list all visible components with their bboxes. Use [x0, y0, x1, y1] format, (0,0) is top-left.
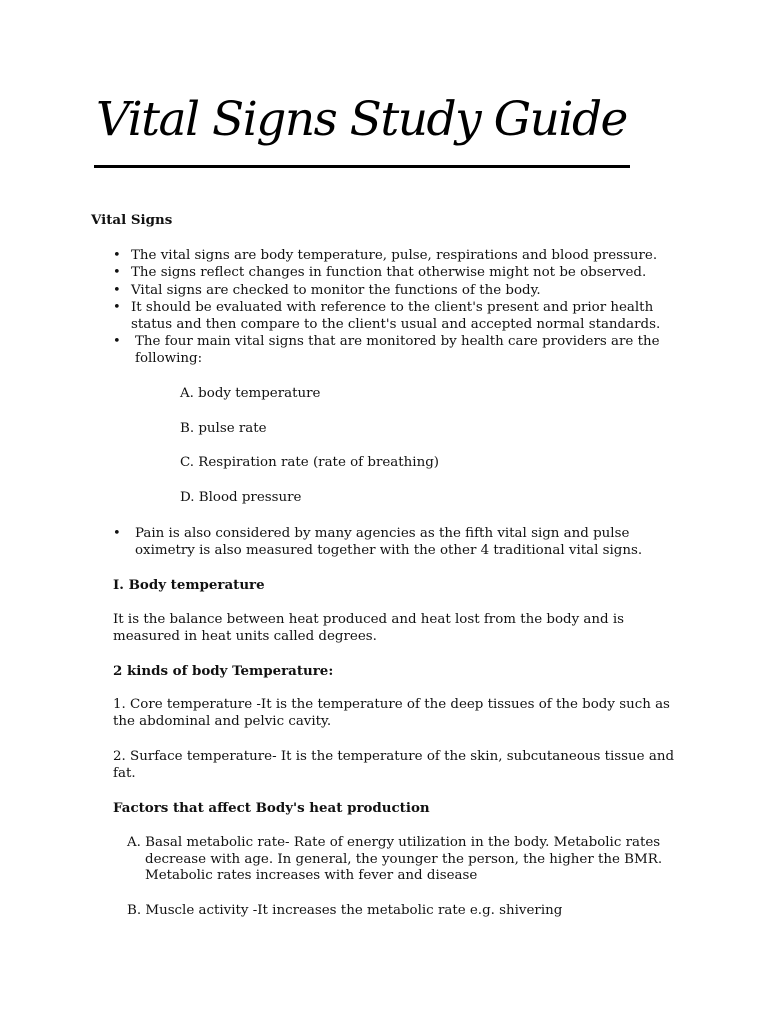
paragraph-line: decrease with age. In general, the younger the person, the higher the BMR.	[145, 852, 663, 867]
bullet-dot: •	[113, 283, 121, 298]
bullet-text: The four main vital signs that are monitored by health care providers are the	[135, 334, 660, 349]
page-title: Vital Signs Study Guide	[96, 92, 627, 147]
paragraph-line: It is the balance between heat produced and heat lost from the body and is	[113, 612, 625, 627]
bullet-dot: •	[113, 300, 121, 315]
paragraph-line: measured in heat units called degrees.	[113, 629, 377, 644]
paragraph-line: the abdominal and pelvic cavity.	[113, 714, 332, 729]
bullet-text: Vital signs are checked to monitor the functions of the body.	[131, 283, 541, 298]
bullet-text: Pain is also considered by many agencies as the fifth vital sign and pulse	[135, 526, 630, 541]
bullet-dot: •	[113, 265, 121, 280]
bullet-text: It should be evaluated with reference to the client's present and prior health	[131, 300, 654, 315]
bullet-text-continued: status and then compare to the client's usual and accepted normal standards.	[131, 317, 661, 332]
list-item: B. pulse rate	[180, 421, 267, 436]
bullet-dot: •	[113, 334, 121, 349]
paragraph-line: Metabolic rates increases with fever and disease	[145, 868, 478, 883]
list-item: C. Respiration rate (rate of breathing)	[180, 455, 439, 470]
list-item: A. body temperature	[180, 386, 321, 401]
section-heading-body-temperature: I. Body temperature	[113, 577, 265, 593]
bullet-text-continued: following:	[135, 351, 203, 366]
paragraph-line: 1. Core temperature -It is the temperature of the deep tissues of the body such as	[113, 697, 670, 712]
paragraph-line: A. Basal metabolic rate- Rate of energy utilization in the body. Metabolic rates	[127, 835, 661, 850]
paragraph-line: fat.	[113, 766, 136, 781]
bullet-text: The signs reflect changes in function that otherwise might not be observed.	[131, 265, 647, 280]
paragraph-line: B. Muscle activity -It increases the metabolic rate e.g. shivering	[127, 903, 563, 918]
list-item: D. Blood pressure	[180, 490, 302, 505]
subheading-kinds: 2 kinds of body Temperature:	[113, 663, 334, 679]
bullet-text: The vital signs are body temperature, pulse, respirations and blood pressure.	[131, 248, 658, 263]
section-heading-vital-signs: Vital Signs	[91, 212, 173, 228]
paragraph-line: 2. Surface temperature- It is the temperature of the skin, subcutaneous tissue and	[113, 749, 675, 764]
bullet-text-continued: oximetry is also measured together with the other 4 traditional vital signs.	[135, 543, 643, 558]
bullet-dot: •	[113, 248, 121, 263]
bullet-dot: •	[113, 526, 121, 541]
subheading-factors: Factors that affect Body's heat production	[113, 800, 430, 816]
title-underline	[94, 165, 630, 168]
